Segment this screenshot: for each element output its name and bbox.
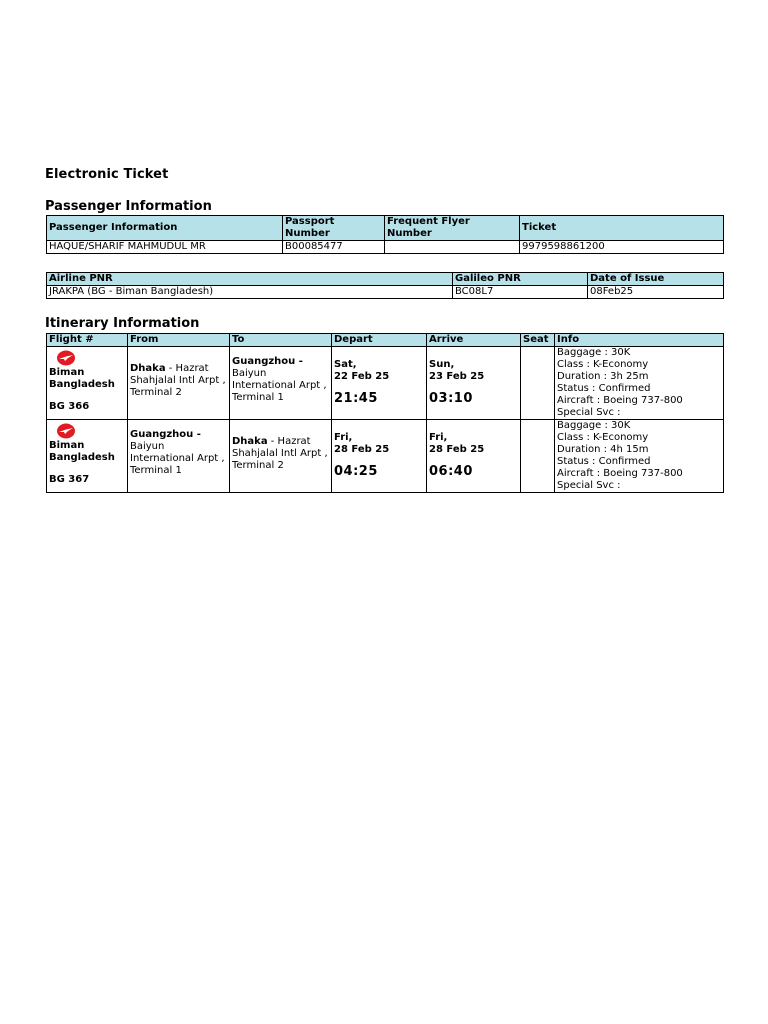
- from-cell: [128, 420, 230, 493]
- depart-date: 22 Feb 25: [334, 371, 390, 382]
- flight-number: BG 366: [49, 401, 90, 412]
- to-city: Guangzhou -: [232, 356, 303, 367]
- table-row: [47, 420, 724, 493]
- passport-number: B00085477: [283, 241, 385, 254]
- passenger-name: HAQUE/SHARIF MAHMUDUL MR: [47, 241, 283, 254]
- depart-date: 28 Feb 25: [334, 444, 390, 455]
- table-header-row: [47, 334, 724, 347]
- pnr-table: [46, 272, 724, 299]
- passenger-table: [46, 215, 724, 254]
- column-header: Date of Issue: [588, 273, 724, 286]
- biman-bangladesh-logo-icon: [56, 423, 76, 439]
- biman-bangladesh-logo-icon: [56, 350, 76, 366]
- column-header: To: [230, 334, 332, 347]
- arrive-time: 03:10: [429, 391, 473, 406]
- arrive-cell: [427, 420, 521, 493]
- table-row: [47, 286, 724, 299]
- itinerary-section-title: Itinerary Information: [45, 316, 200, 331]
- column-header: Ticket: [520, 216, 724, 241]
- to-city: Dhaka: [232, 436, 268, 447]
- column-header: Seat: [521, 334, 555, 347]
- ticket-number: 9979598861200: [520, 241, 724, 254]
- from-city: Guangzhou -: [130, 429, 201, 440]
- column-header: From: [128, 334, 230, 347]
- from-airport: Baiyun International Arpt , Terminal 1: [130, 441, 225, 476]
- seat-cell: [521, 347, 555, 420]
- to-cell: [230, 420, 332, 493]
- info-aircraft: Aircraft : Boeing 737-800: [557, 468, 683, 479]
- table-row: [47, 241, 724, 254]
- depart-time: 21:45: [334, 391, 378, 406]
- info-special-service: Special Svc :: [557, 480, 621, 491]
- arrive-cell: [427, 347, 521, 420]
- to-cell: [230, 347, 332, 420]
- column-header: Passport Number: [283, 216, 385, 241]
- info-aircraft: Aircraft : Boeing 737-800: [557, 395, 683, 406]
- arrive-date: 28 Feb 25: [429, 444, 485, 455]
- table-row: [47, 347, 724, 420]
- info-duration: Duration : 3h 25m: [557, 371, 649, 382]
- column-header: Passenger Information: [47, 216, 283, 241]
- depart-day: Fri,: [334, 432, 353, 443]
- info-duration: Duration : 4h 15m: [557, 444, 649, 455]
- from-city: Dhaka: [130, 363, 166, 374]
- frequent-flyer-number: [385, 241, 520, 254]
- flight-cell: [47, 420, 128, 493]
- flight-cell: [47, 347, 128, 420]
- arrive-day: Sun,: [429, 359, 455, 370]
- info-baggage: Baggage : 30K: [557, 420, 631, 431]
- info-special-service: Special Svc :: [557, 407, 621, 418]
- table-header-row: [47, 216, 724, 241]
- column-header: Frequent Flyer Number: [385, 216, 520, 241]
- table-header-row: [47, 273, 724, 286]
- depart-day: Sat,: [334, 359, 357, 370]
- passenger-section-title: Passenger Information: [45, 199, 212, 214]
- info-baggage: Baggage : 30K: [557, 347, 631, 358]
- column-header: Flight #: [47, 334, 128, 347]
- info-cell: [555, 420, 724, 493]
- airline-pnr: JRAKPA (BG - Biman Bangladesh): [47, 286, 453, 299]
- to-airport: Baiyun International Arpt , Terminal 1: [232, 368, 327, 403]
- to-airport: - Hazrat Shahjalal Intl Arpt , Terminal 2: [232, 436, 328, 471]
- arrive-date: 23 Feb 25: [429, 371, 485, 382]
- itinerary-table: [46, 333, 724, 493]
- airline-name: Biman Bangladesh: [49, 440, 115, 463]
- info-status: Status : Confirmed: [557, 456, 651, 467]
- arrive-day: Fri,: [429, 432, 448, 443]
- from-cell: [128, 347, 230, 420]
- from-airport: - Hazrat Shahjalal Intl Arpt , Terminal 2: [130, 363, 226, 398]
- info-status: Status : Confirmed: [557, 383, 651, 394]
- depart-time: 04:25: [334, 464, 378, 479]
- info-cell: [555, 347, 724, 420]
- info-class: Class : K-Economy: [557, 432, 649, 443]
- column-header: Galileo PNR: [453, 273, 588, 286]
- date-of-issue: 08Feb25: [588, 286, 724, 299]
- depart-cell: [332, 420, 427, 493]
- info-class: Class : K-Economy: [557, 359, 649, 370]
- seat-cell: [521, 420, 555, 493]
- galileo-pnr: BC08L7: [453, 286, 588, 299]
- flight-number: BG 367: [49, 474, 90, 485]
- airline-name: Biman Bangladesh: [49, 367, 115, 390]
- depart-cell: [332, 347, 427, 420]
- column-header: Arrive: [427, 334, 521, 347]
- column-header: Airline PNR: [47, 273, 453, 286]
- column-header: Depart: [332, 334, 427, 347]
- page-title: Electronic Ticket: [45, 167, 169, 182]
- arrive-time: 06:40: [429, 464, 473, 479]
- column-header: Info: [555, 334, 724, 347]
